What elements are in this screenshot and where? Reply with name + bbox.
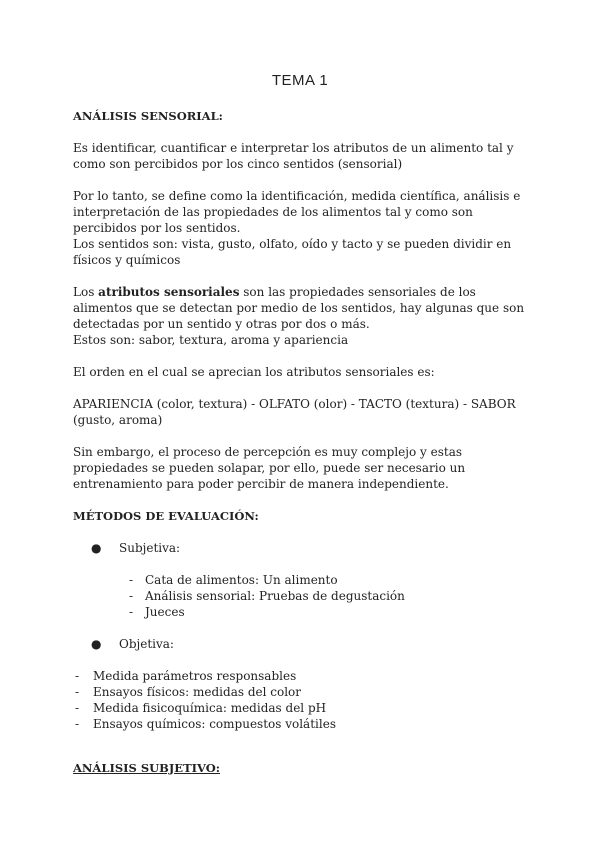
list-item: [73, 604, 533, 620]
bullet-label: Subjetiva:: [119, 541, 181, 555]
bold-term: atributos sensoriales: [98, 285, 240, 299]
list-item-text: Ensayos químicos: compuestos volátiles: [93, 717, 336, 731]
bullet-objetiva: [73, 636, 533, 652]
dash-icon: -: [75, 685, 80, 699]
bullet-subjetiva: [73, 540, 533, 556]
bullet-icon: ●: [91, 637, 102, 651]
objetiva-list: [73, 668, 533, 732]
paragraph-senses: Los sentidos son: vista, gusto, olfato, oído y tacto y se pueden dividir en físicos y químicos: [73, 237, 512, 267]
paragraph-definition-extended: Por lo tanto, se define como la identificación, medida científica, análisis e interpretación de las propiedades de los alimentos tal y como son percibidos por los sentidos.: [73, 189, 521, 235]
page-title: TEMA 1: [271, 72, 329, 89]
list-item-text: Jueces: [145, 605, 185, 619]
dash-icon: -: [75, 669, 80, 683]
subjetiva-list: [73, 572, 533, 620]
paragraph-definition: Es identificar, cuantificar e interpretar los atributos de un alimento tal y como son percibidos por los cinco sentidos (sensorial): [73, 141, 514, 171]
text-span: Los: [73, 285, 99, 299]
list-item-text: Medida parámetros responsables: [93, 669, 297, 683]
dash-icon: -: [129, 589, 134, 603]
dash-icon: -: [75, 717, 80, 731]
section-heading-analisis-sensorial: ANÁLISIS SENSORIAL:: [73, 109, 223, 123]
list-item: [73, 716, 533, 732]
paragraph-order-sequence: APARIENCIA (color, textura) - OLFATO (olor) - TACTO (textura) - SABOR (gusto, aroma): [73, 397, 516, 427]
list-item-text: Medida fisicoquímica: medidas del pH: [93, 701, 327, 715]
bullet-label: Objetiva:: [119, 637, 174, 651]
list-item-text: Análisis sensorial: Pruebas de degustación: [145, 589, 405, 603]
paragraph-attributes: [73, 284, 533, 332]
list-item-text: Ensayos físicos: medidas del color: [93, 685, 302, 699]
section-heading-analisis-subjetivo: ANÁLISIS SUBJETIVO:: [73, 760, 220, 775]
dash-icon: -: [75, 701, 80, 715]
list-item: [73, 588, 533, 604]
text-span: son las propiedades sensoriales de los alimentos que se detectan por medio de los sentidos, hay algunas que son detectadas por un sentido y otras por dos o más.: [73, 285, 525, 331]
list-item: [73, 572, 533, 588]
list-item-text: Cata de alimentos: Un alimento: [145, 573, 338, 587]
list-item: [73, 700, 533, 716]
paragraph-order: El orden en el cual se aprecian los atributos sensoriales es:: [73, 365, 435, 379]
dash-icon: -: [129, 573, 134, 587]
paragraph-attributes-list: Estos son: sabor, textura, aroma y apariencia: [73, 333, 349, 347]
bullet-icon: ●: [91, 541, 102, 555]
paragraph-perception: Sin embargo, el proceso de percepción es muy complejo y estas propiedades se pueden solapar, por ello, puede ser necesario un entrenamiento para poder percibir de manera independiente.: [73, 445, 466, 491]
section-heading-metodos: MÉTODOS DE EVALUACIÓN:: [73, 509, 259, 523]
dash-icon: -: [129, 605, 134, 619]
list-item: [73, 668, 533, 684]
document-body: [73, 108, 533, 787]
list-item: [73, 684, 533, 700]
